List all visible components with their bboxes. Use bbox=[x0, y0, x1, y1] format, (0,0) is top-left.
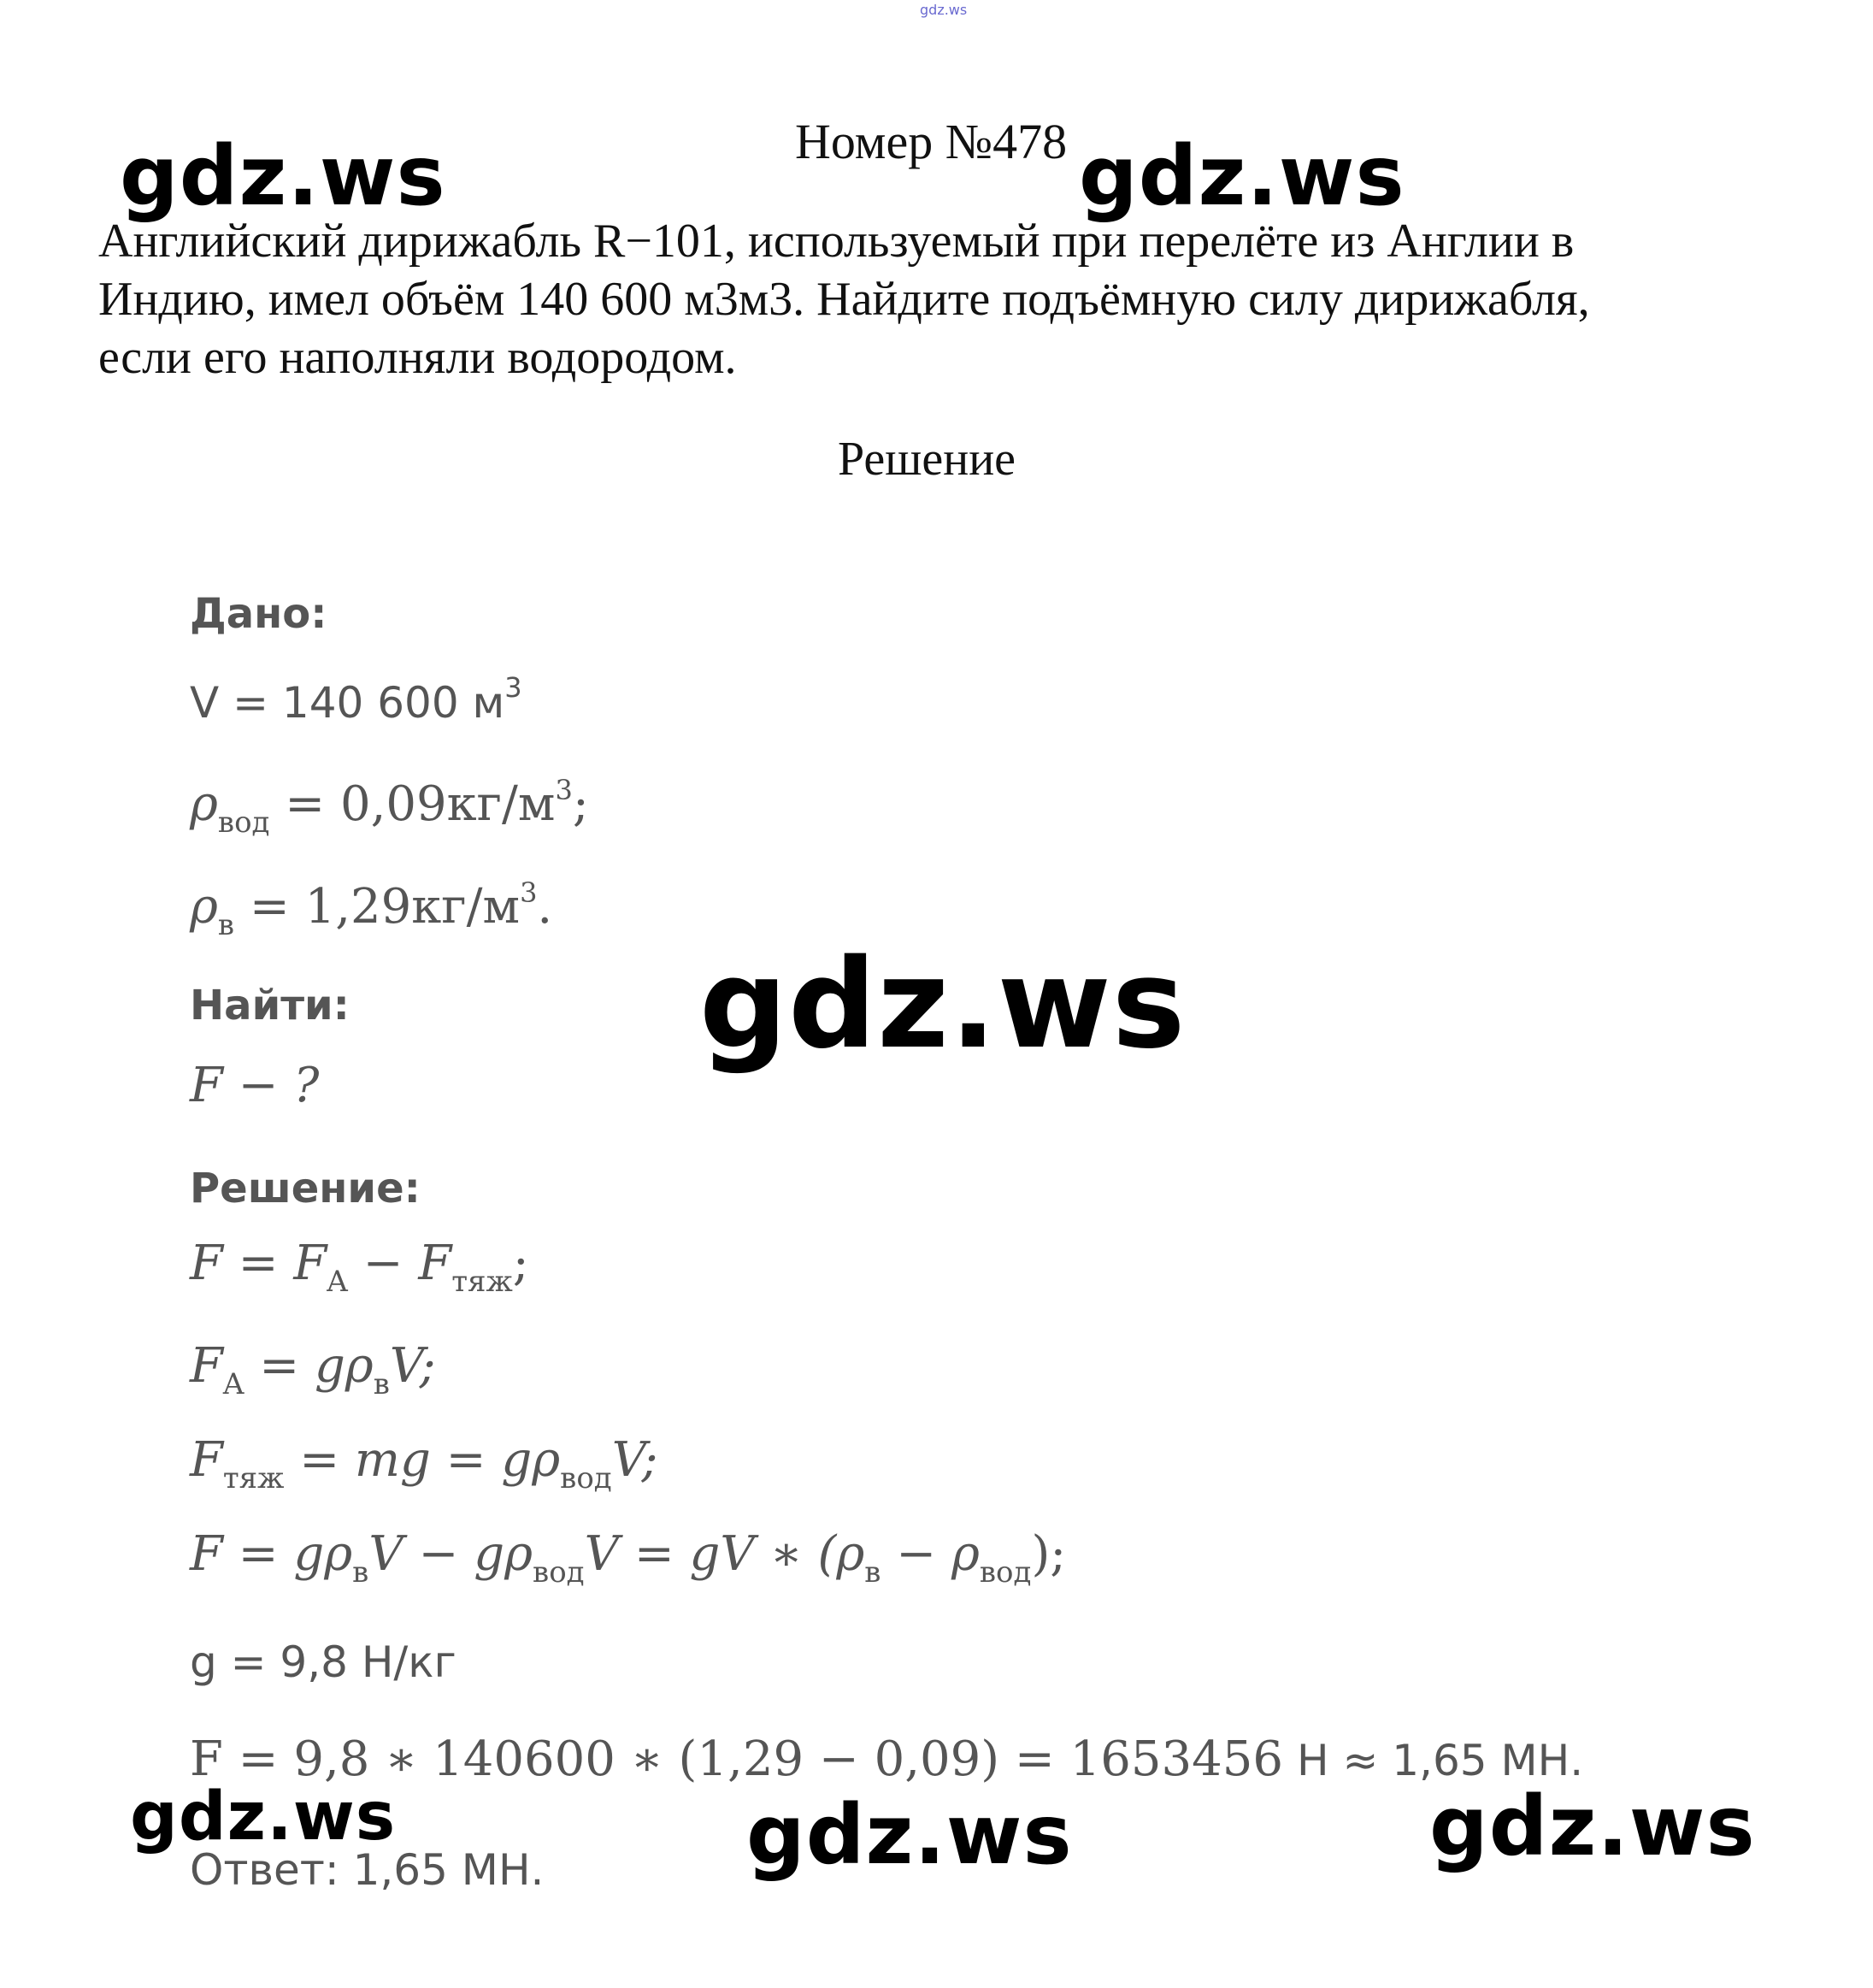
solution-heading: Решение bbox=[838, 433, 1016, 486]
solution-label: Решение: bbox=[190, 1165, 421, 1212]
find-label: Найти: bbox=[190, 982, 350, 1029]
given-hydrogen-density: $\rho_{вод} = 0,09кг/м^3$; bbox=[190, 774, 589, 840]
watermark-logo: gdz.ws bbox=[120, 128, 446, 224]
given-label: Дано: bbox=[190, 590, 327, 638]
problem-line: Индию, имел объём 140 600 м3м3. Найдите подъёмную силу дирижабля, bbox=[98, 273, 1590, 326]
watermark-logo: gdz.ws bbox=[746, 1787, 1073, 1883]
equation-1: $F = F_A - F_{тяж}$; bbox=[190, 1236, 529, 1299]
given-air-density: $\rho_в = 1,29кг/м^3$. bbox=[190, 876, 553, 942]
watermark-logo: gdz.ws bbox=[130, 1779, 397, 1855]
find-value: F − ? bbox=[190, 1058, 320, 1113]
calculation: F = 9,8 ∗ 140600 ∗ (1,29 − 0,09) = 1653456 Н ≈ 1,65 МН. bbox=[190, 1731, 1584, 1787]
answer: Ответ: 1,65 МН. bbox=[190, 1845, 545, 1895]
top-watermark: gdz.ws bbox=[920, 2, 968, 18]
problem-line: если его наполняли водородом. bbox=[98, 331, 737, 384]
given-volume: V = 140 600 $м^3$ bbox=[190, 671, 522, 728]
equation-2: $F_A = g\rho_вV$; bbox=[190, 1338, 436, 1401]
equation-3: $F_{тяж}$ = mg = $g\rho_{вод}V$; bbox=[190, 1432, 658, 1495]
watermark-logo: gdz.ws bbox=[1079, 128, 1405, 224]
watermark-logo: gdz.ws bbox=[699, 932, 1187, 1076]
equation-4: $F = g\rho_вV - g\rho_{вод}V$ = gV ∗ $(\rho_в - \rho_{вод})$; bbox=[190, 1526, 1067, 1590]
gravity-value: g = 9,8 Н/кг bbox=[190, 1637, 456, 1687]
problem-statement bbox=[98, 212, 1774, 386]
problem-line: Английский дирижабль R−101, используемый при перелёте из Англии в bbox=[98, 215, 1575, 268]
watermark-logo: gdz.ws bbox=[1429, 1779, 1756, 1874]
page-title: Номер №478 bbox=[795, 114, 1068, 169]
